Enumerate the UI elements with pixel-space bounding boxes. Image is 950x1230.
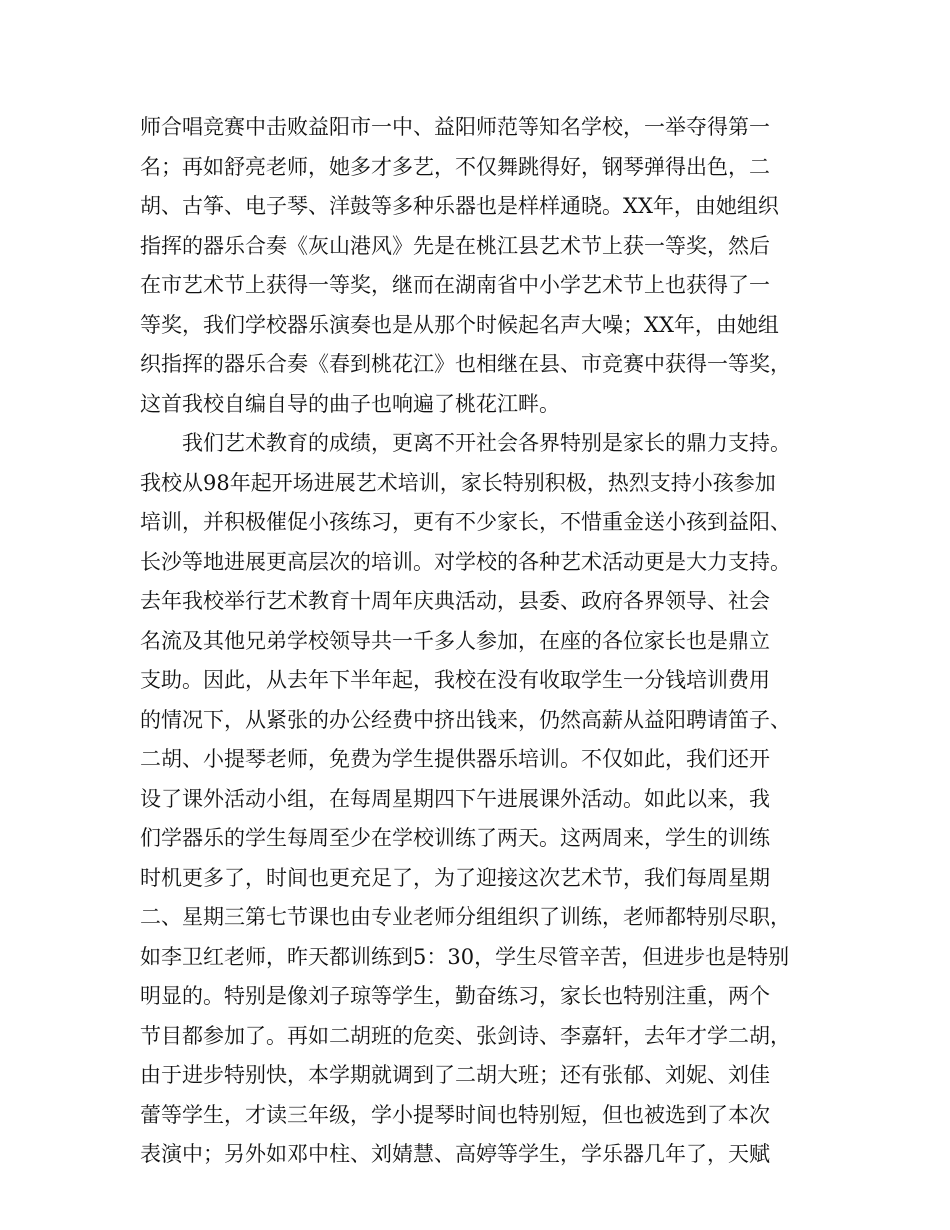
paragraph-parent-support <box>140 424 830 1175</box>
text-line: 在市艺术节上获得一等奖，继而在湖南省中小学艺术节上也获得了一 <box>140 273 770 297</box>
text-line: 明显的。特别是像刘子琼等学生，勤奋练习，家长也特别注重，两个 <box>140 984 770 1008</box>
text-line: 胡、古筝、电子琴、洋鼓等多种乐器也是样样通晓。XX年，由她组织 <box>140 194 779 218</box>
text-line: 培训，并积极催促小孩练习，更有不少家长，不惜重金送小孩到益阳、 <box>140 510 791 534</box>
text-line: 蕾等学生，才读三年级，学小提琴时间也特别短，但也被选到了本次 <box>140 1102 770 1127</box>
text-line: 我校从98年起开场进展艺术培训，家长特别积极，热烈支持小孩参加 <box>140 470 776 495</box>
text-line: 表演中；另外如邓中柱、刘婧慧、高婷等学生，学乐器几年了，天赋 <box>140 1142 770 1166</box>
text-line: 织指挥的器乐合奏《春到桃花江》也相继在县、市竞赛中获得一等奖， <box>140 352 791 376</box>
text-line: 如李卫红老师，昨天都训练到5：30，学生尽管辛苦，但进步也是特别 <box>140 944 790 969</box>
text-line: 时机更多了，时间也更充足了，为了迎接这次艺术节，我们每周星期 <box>140 865 770 890</box>
text-line: 支助。因此，从去年下半年起，我校在没有收取学生一分钱培训费用 <box>140 668 770 692</box>
text-line: 这首我校自编自导的曲子也响遍了桃花江畔。 <box>140 391 560 416</box>
text-line: 指挥的器乐合奏《灰山港风》先是在桃江县艺术节上获一等奖，然后 <box>140 233 770 258</box>
text-line: 由于进步特别快，本学期就调到了二胡大班；还有张郁、刘妮、刘佳 <box>140 1063 770 1087</box>
text-line: 们学器乐的学生每周至少在学校训练了两天。这两周来，学生的训练 <box>140 826 770 850</box>
text-line: 二胡、小提琴老师，免费为学生提供器乐培训。不仅如此，我们还开 <box>140 747 770 771</box>
paragraph-continuation <box>140 108 830 424</box>
text-line: 等奖，我们学校器乐演奏也是从那个时候起名声大噪；XX年，由她组 <box>140 312 779 337</box>
text-line: 的情况下，从紧张的办公经费中挤出钱来，仍然高薪从益阳聘请笛子、 <box>140 707 791 732</box>
text-line: 去年我校举行艺术教育十周年庆典活动，县委、政府各界领导、社会 <box>140 589 770 613</box>
document-body <box>140 108 830 1175</box>
text-line-indented: 我们艺术教育的成绩，更离不开社会各界特别是家长的鼎力支持。 <box>182 431 791 455</box>
text-line: 师合唱竞赛中击败益阳市一中、益阳师范等知名学校，一举夺得第一 <box>140 115 770 139</box>
text-line: 设了课外活动小组，在每周星期四下午进展课外活动。如此以来，我 <box>140 786 770 811</box>
text-line: 二、星期三第七节课也由专业老师分组组织了训练，老师都特别尽职， <box>140 905 791 929</box>
text-line: 节目都参加了。再如二胡班的危奕、张剑诗、李嘉轩，去年才学二胡， <box>140 1023 791 1048</box>
text-line: 长沙等地进展更高层次的培训。对学校的各种艺术活动更是大力支持。 <box>140 549 791 574</box>
text-line: 名；再如舒亮老师，她多才多艺，不仅舞跳得好，钢琴弹得出色，二 <box>140 154 770 179</box>
text-line: 名流及其他兄弟学校领导共一千多人参加，在座的各位家长也是鼎立 <box>140 628 770 653</box>
